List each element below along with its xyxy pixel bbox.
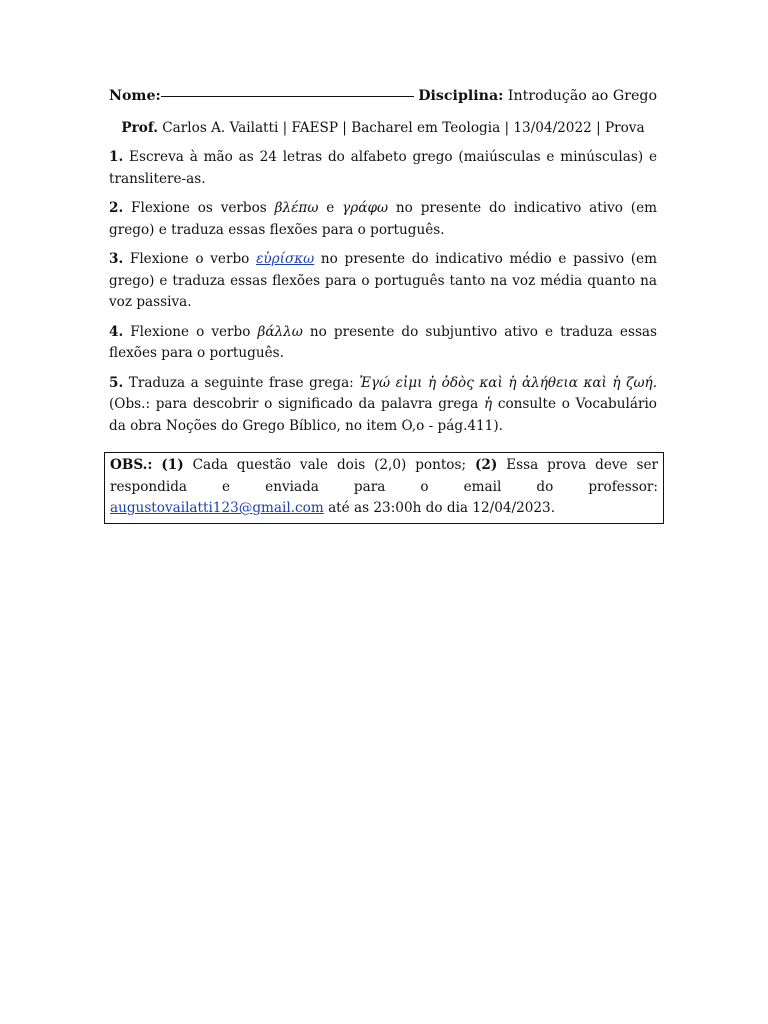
- question-text: Flexione o verbo: [129, 251, 250, 267]
- prof-label: Prof.: [121, 120, 158, 136]
- question-text: Escreva à mão as 24 letras do alfabeto grego (maiúsculas e minúsculas) e translitere-as.: [109, 149, 658, 187]
- obs-item-2: (2): [474, 457, 498, 473]
- question-number: 3.: [109, 251, 124, 267]
- question-text: e: [326, 200, 335, 216]
- greek-word: βλέπω: [274, 200, 319, 216]
- nome-blank-line: [161, 96, 415, 97]
- question-2: [109, 198, 657, 241]
- question-1: [109, 147, 657, 190]
- header-line: [109, 86, 657, 107]
- question-text: no presente do subjuntivo ativo e traduza essas flexões para o português.: [109, 323, 658, 361]
- question-text: Flexione os verbos: [131, 200, 267, 216]
- obs-box: [104, 452, 664, 524]
- nome-label: Nome:: [109, 88, 161, 104]
- question-note: consulte o Vocabulário da obra Noções do Grego Bíblico, no item O,o - pág.411).: [109, 396, 657, 434]
- obs-text-3: até as 23:00h do dia 12/04/2023.: [328, 500, 556, 516]
- question-text: Traduza a seguinte frase grega:: [128, 374, 354, 391]
- professor-details: Carlos A. Vailatti | FAESP | Bacharel em Teologia | 13/04/2022 | Prova: [162, 120, 645, 136]
- exam-document: [109, 86, 657, 437]
- question-number: 4.: [109, 323, 124, 340]
- question-number: 2.: [109, 200, 124, 216]
- obs-label: OBS.:: [110, 457, 153, 473]
- greek-word: γράφω: [342, 200, 389, 216]
- greek-word-link[interactable]: εὑρίσκω: [256, 251, 315, 267]
- professor-line: [109, 118, 657, 139]
- greek-sentence: Ἐγώ εἰμι ἡ ὁδὸς καὶ ἡ ἀλήθεια καὶ ἡ ζωή.: [359, 374, 658, 391]
- question-text: Flexione o verbo: [130, 323, 251, 340]
- obs-text-2: Essa prova deve ser respondida e enviada para o email do professor:: [110, 457, 659, 495]
- email-link[interactable]: augustovailatti123@gmail.com: [110, 500, 324, 516]
- obs-text-1: Cada questão vale dois (2,0) pontos;: [192, 457, 467, 473]
- question-5: [109, 373, 657, 438]
- question-note: (Obs.: para descobrir o significado da palavra grega: [109, 396, 479, 412]
- question-text: no presente do indicativo ativo (em grego) e traduza essas flexões para o português.: [109, 200, 658, 238]
- question-number: 5.: [109, 374, 124, 391]
- question-number: 1.: [109, 149, 124, 165]
- disciplina-value: Introdução ao Grego: [507, 88, 657, 104]
- disciplina-label: Disciplina:: [418, 88, 504, 104]
- question-4: [109, 322, 657, 365]
- obs-item-1: (1): [161, 457, 184, 473]
- greek-word: ἡ: [484, 396, 493, 412]
- question-3: [109, 249, 657, 314]
- greek-word: βάλλω: [257, 323, 303, 340]
- question-text: no presente do indicativo médio e passivo (em grego) e traduza essas flexões para o português tanto na voz média quanto na voz passiva.: [109, 251, 657, 310]
